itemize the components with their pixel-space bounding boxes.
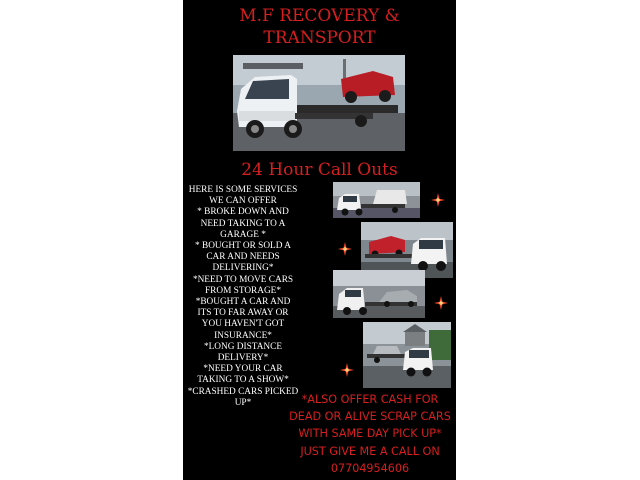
main-truck-photo — [233, 55, 405, 151]
poster — [183, 0, 456, 480]
services-line: YOU HAVEN'T GOT — [201, 319, 285, 330]
services-line: *LONG DISTANCE — [203, 341, 282, 352]
services-line: GARAGE * — [220, 229, 266, 240]
services-line: *NEED YOUR CAR — [203, 364, 283, 375]
services-line: * BROKE DOWN AND — [197, 207, 289, 218]
services-line: UP* — [234, 397, 252, 408]
services-line: NEED TAKING TO A — [200, 218, 286, 229]
offer-line: *ALSO OFFER CASH FOR — [301, 393, 439, 406]
services-list — [185, 185, 301, 409]
services-line: *CRASHED CARS PICKED — [187, 386, 299, 397]
services-line: ITS TO FAR AWAY OR — [197, 308, 289, 319]
sparkle-icon — [431, 193, 445, 207]
poster-title-line1: M.F RECOVERY & — [239, 6, 400, 26]
offer-line: DEAD OR ALIVE SCRAP CARS — [289, 410, 451, 424]
offer-line: WITH SAME DAY PICK UP* — [298, 427, 442, 441]
phone-number: 07704954606 — [330, 461, 410, 475]
services-line: DELIVERING* — [212, 263, 274, 274]
services-line: HERE IS SOME SERVICES — [188, 185, 298, 195]
cash-offer-text — [287, 391, 453, 477]
sparkle-icon — [434, 296, 448, 310]
services-line: FROM STORAGE* — [204, 285, 282, 296]
services-line: CAR AND NEEDS — [206, 252, 280, 263]
services-line: *BOUGHT A CAR AND — [195, 297, 291, 308]
services-line: TAKING TO A SHOW* — [197, 375, 289, 386]
sparkle-icon — [340, 363, 354, 377]
services-line: WE CAN OFFER — [209, 196, 277, 207]
truck-photo-1 — [333, 182, 420, 218]
call-outs-heading: 24 Hour Call Outs — [241, 160, 398, 180]
services-line: DELIVERY* — [217, 353, 269, 364]
sparkle-icon — [338, 242, 352, 256]
poster-title-line2: TRANSPORT — [263, 28, 376, 48]
truck-photo-3 — [333, 270, 425, 318]
offer-line: JUST GIVE ME A CALL ON — [300, 444, 440, 458]
services-line: *NEED TO MOVE CARS — [192, 274, 294, 285]
services-line: * BOUGHT OR SOLD A — [195, 241, 291, 252]
truck-photo-4 — [363, 322, 451, 388]
services-line: INSURANCE* — [214, 330, 272, 341]
